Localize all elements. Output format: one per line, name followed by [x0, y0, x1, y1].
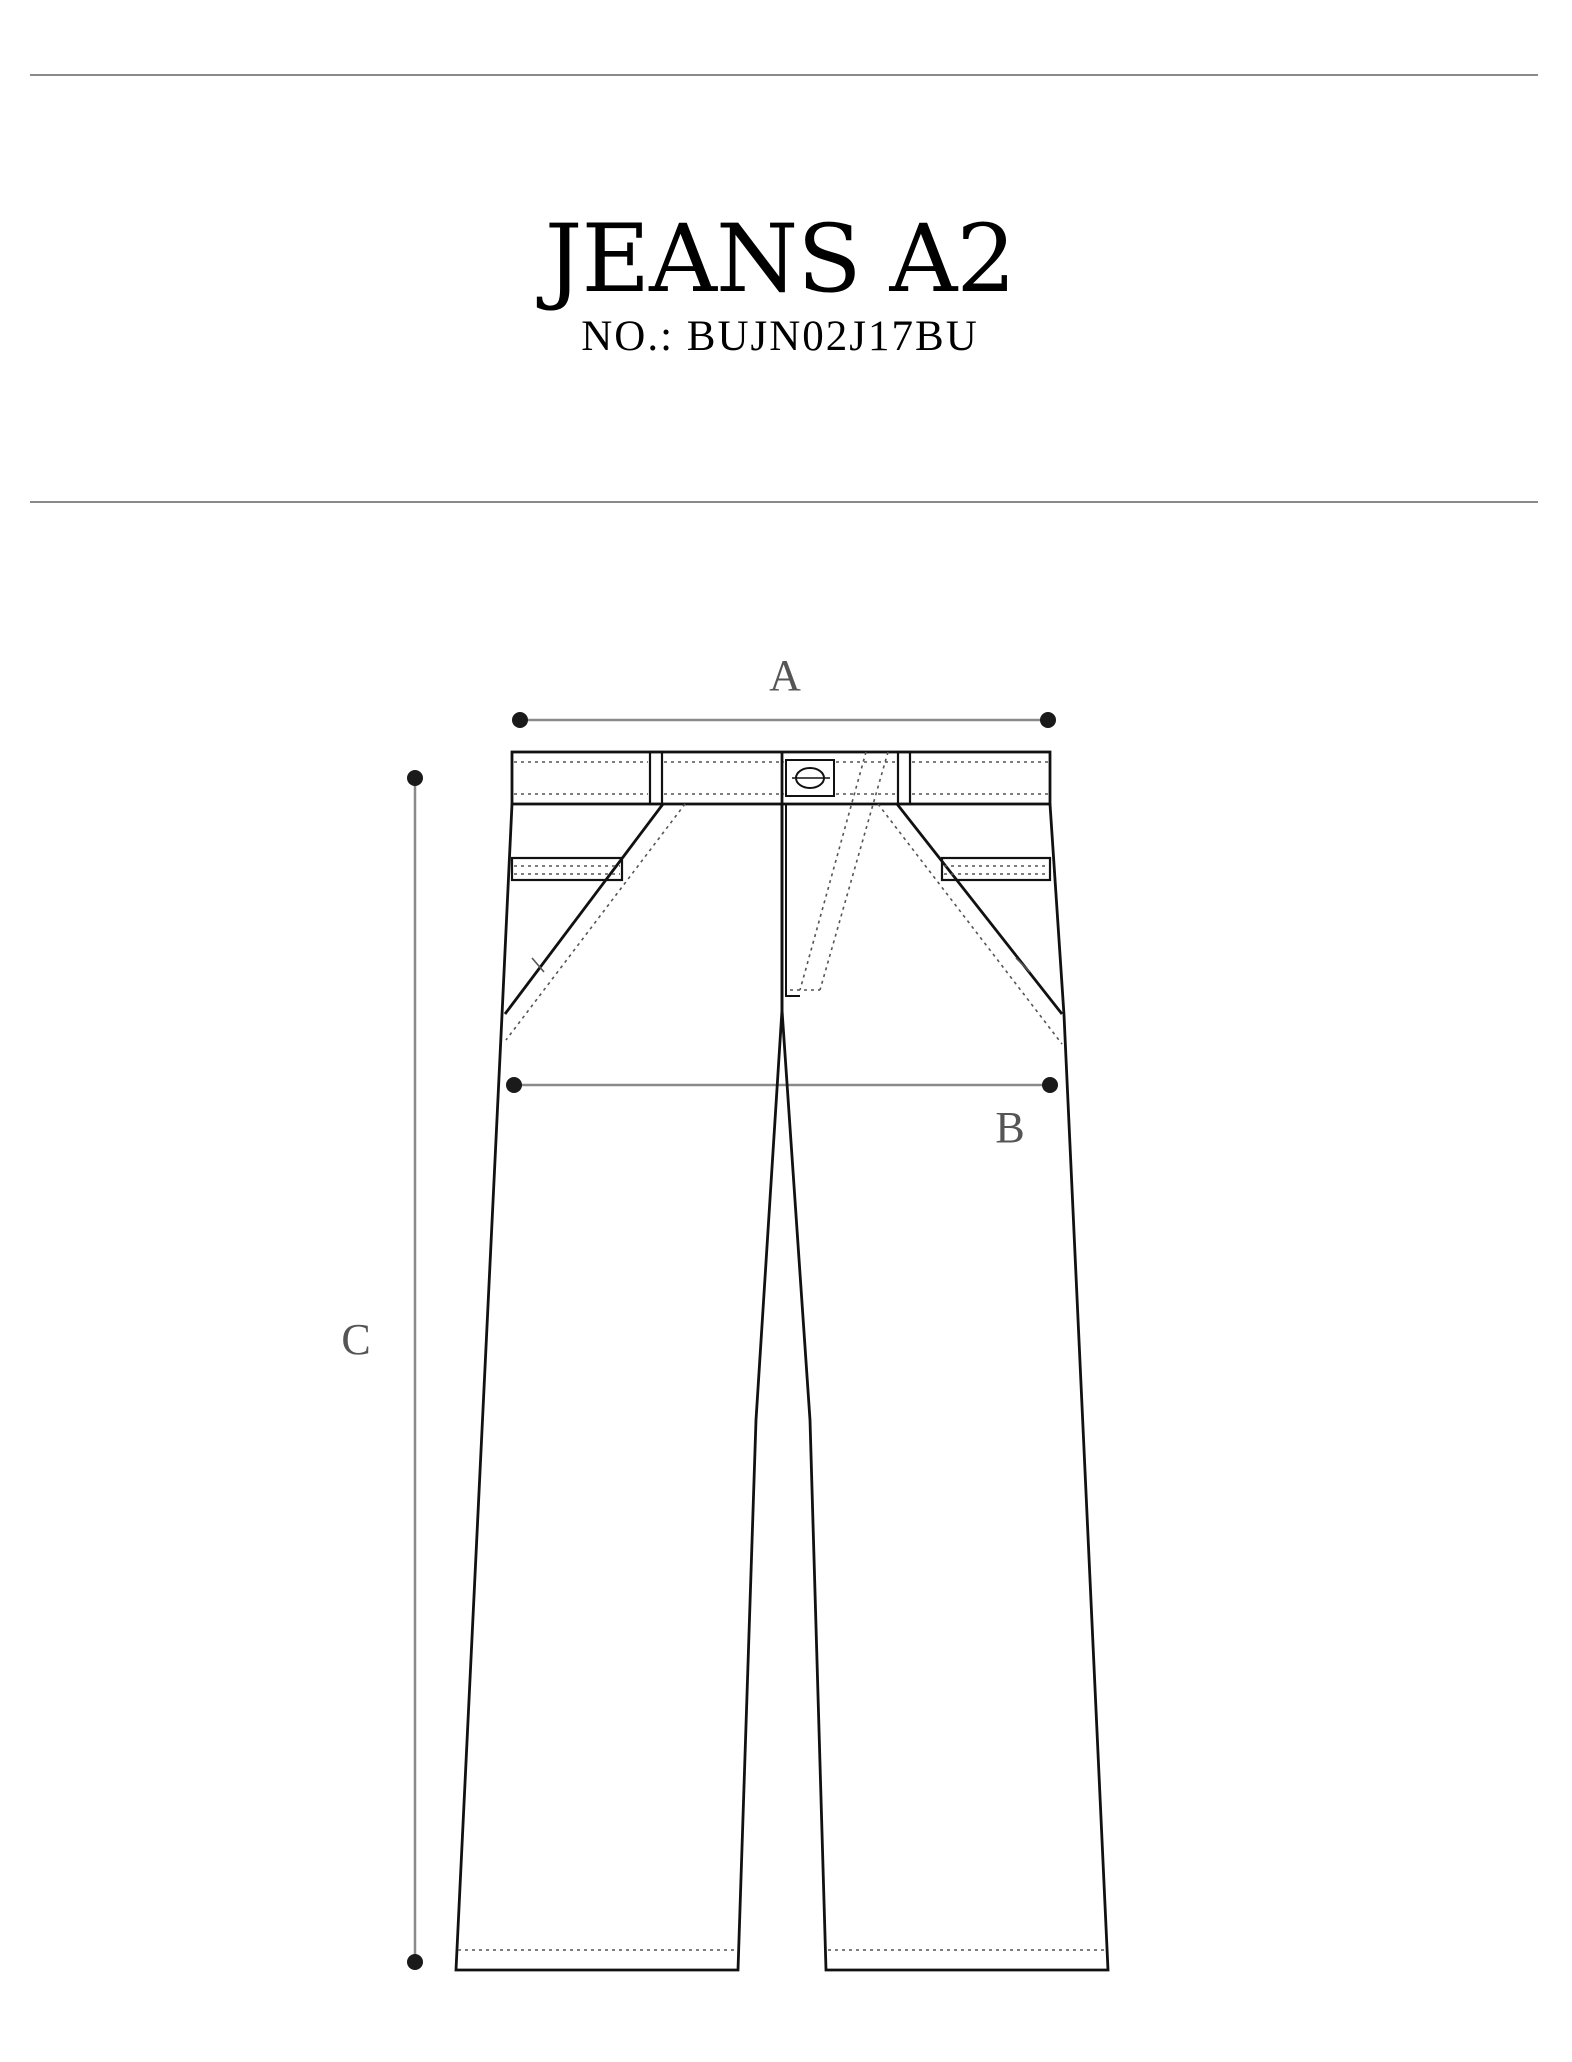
- right-pocket-edge: [897, 804, 1062, 1014]
- left-yoke-stripe: [512, 858, 622, 880]
- left-leg: [456, 804, 782, 1970]
- dimension-c-label: C: [341, 1315, 371, 1364]
- dimension-a: [512, 651, 1056, 728]
- left-pocket-edge: [505, 804, 663, 1014]
- dimension-b-label: B: [995, 1103, 1025, 1152]
- jeans-outline: [456, 752, 1108, 1970]
- dimension-b-end-dot: [1042, 1077, 1058, 1093]
- dimension-c-start-dot: [407, 770, 423, 786]
- right-yoke-stripe: [942, 858, 1050, 880]
- product-title: JEANS A2: [544, 205, 1016, 314]
- dimension-c: [341, 770, 423, 1970]
- dimension-c-end-dot: [407, 1954, 423, 1970]
- dimension-b: [506, 1077, 1058, 1152]
- belt-loop-right: [898, 752, 910, 804]
- right-leg: [782, 804, 1108, 1970]
- dimension-a-label: A: [769, 651, 801, 700]
- product-number: NO.: BUJN02J17BU: [581, 313, 979, 360]
- dimension-b-start-dot: [506, 1077, 522, 1093]
- dimension-a-start-dot: [512, 712, 528, 728]
- fly-inner: [786, 804, 800, 996]
- dimension-a-end-dot: [1040, 712, 1056, 728]
- belt-loop-left: [650, 752, 662, 804]
